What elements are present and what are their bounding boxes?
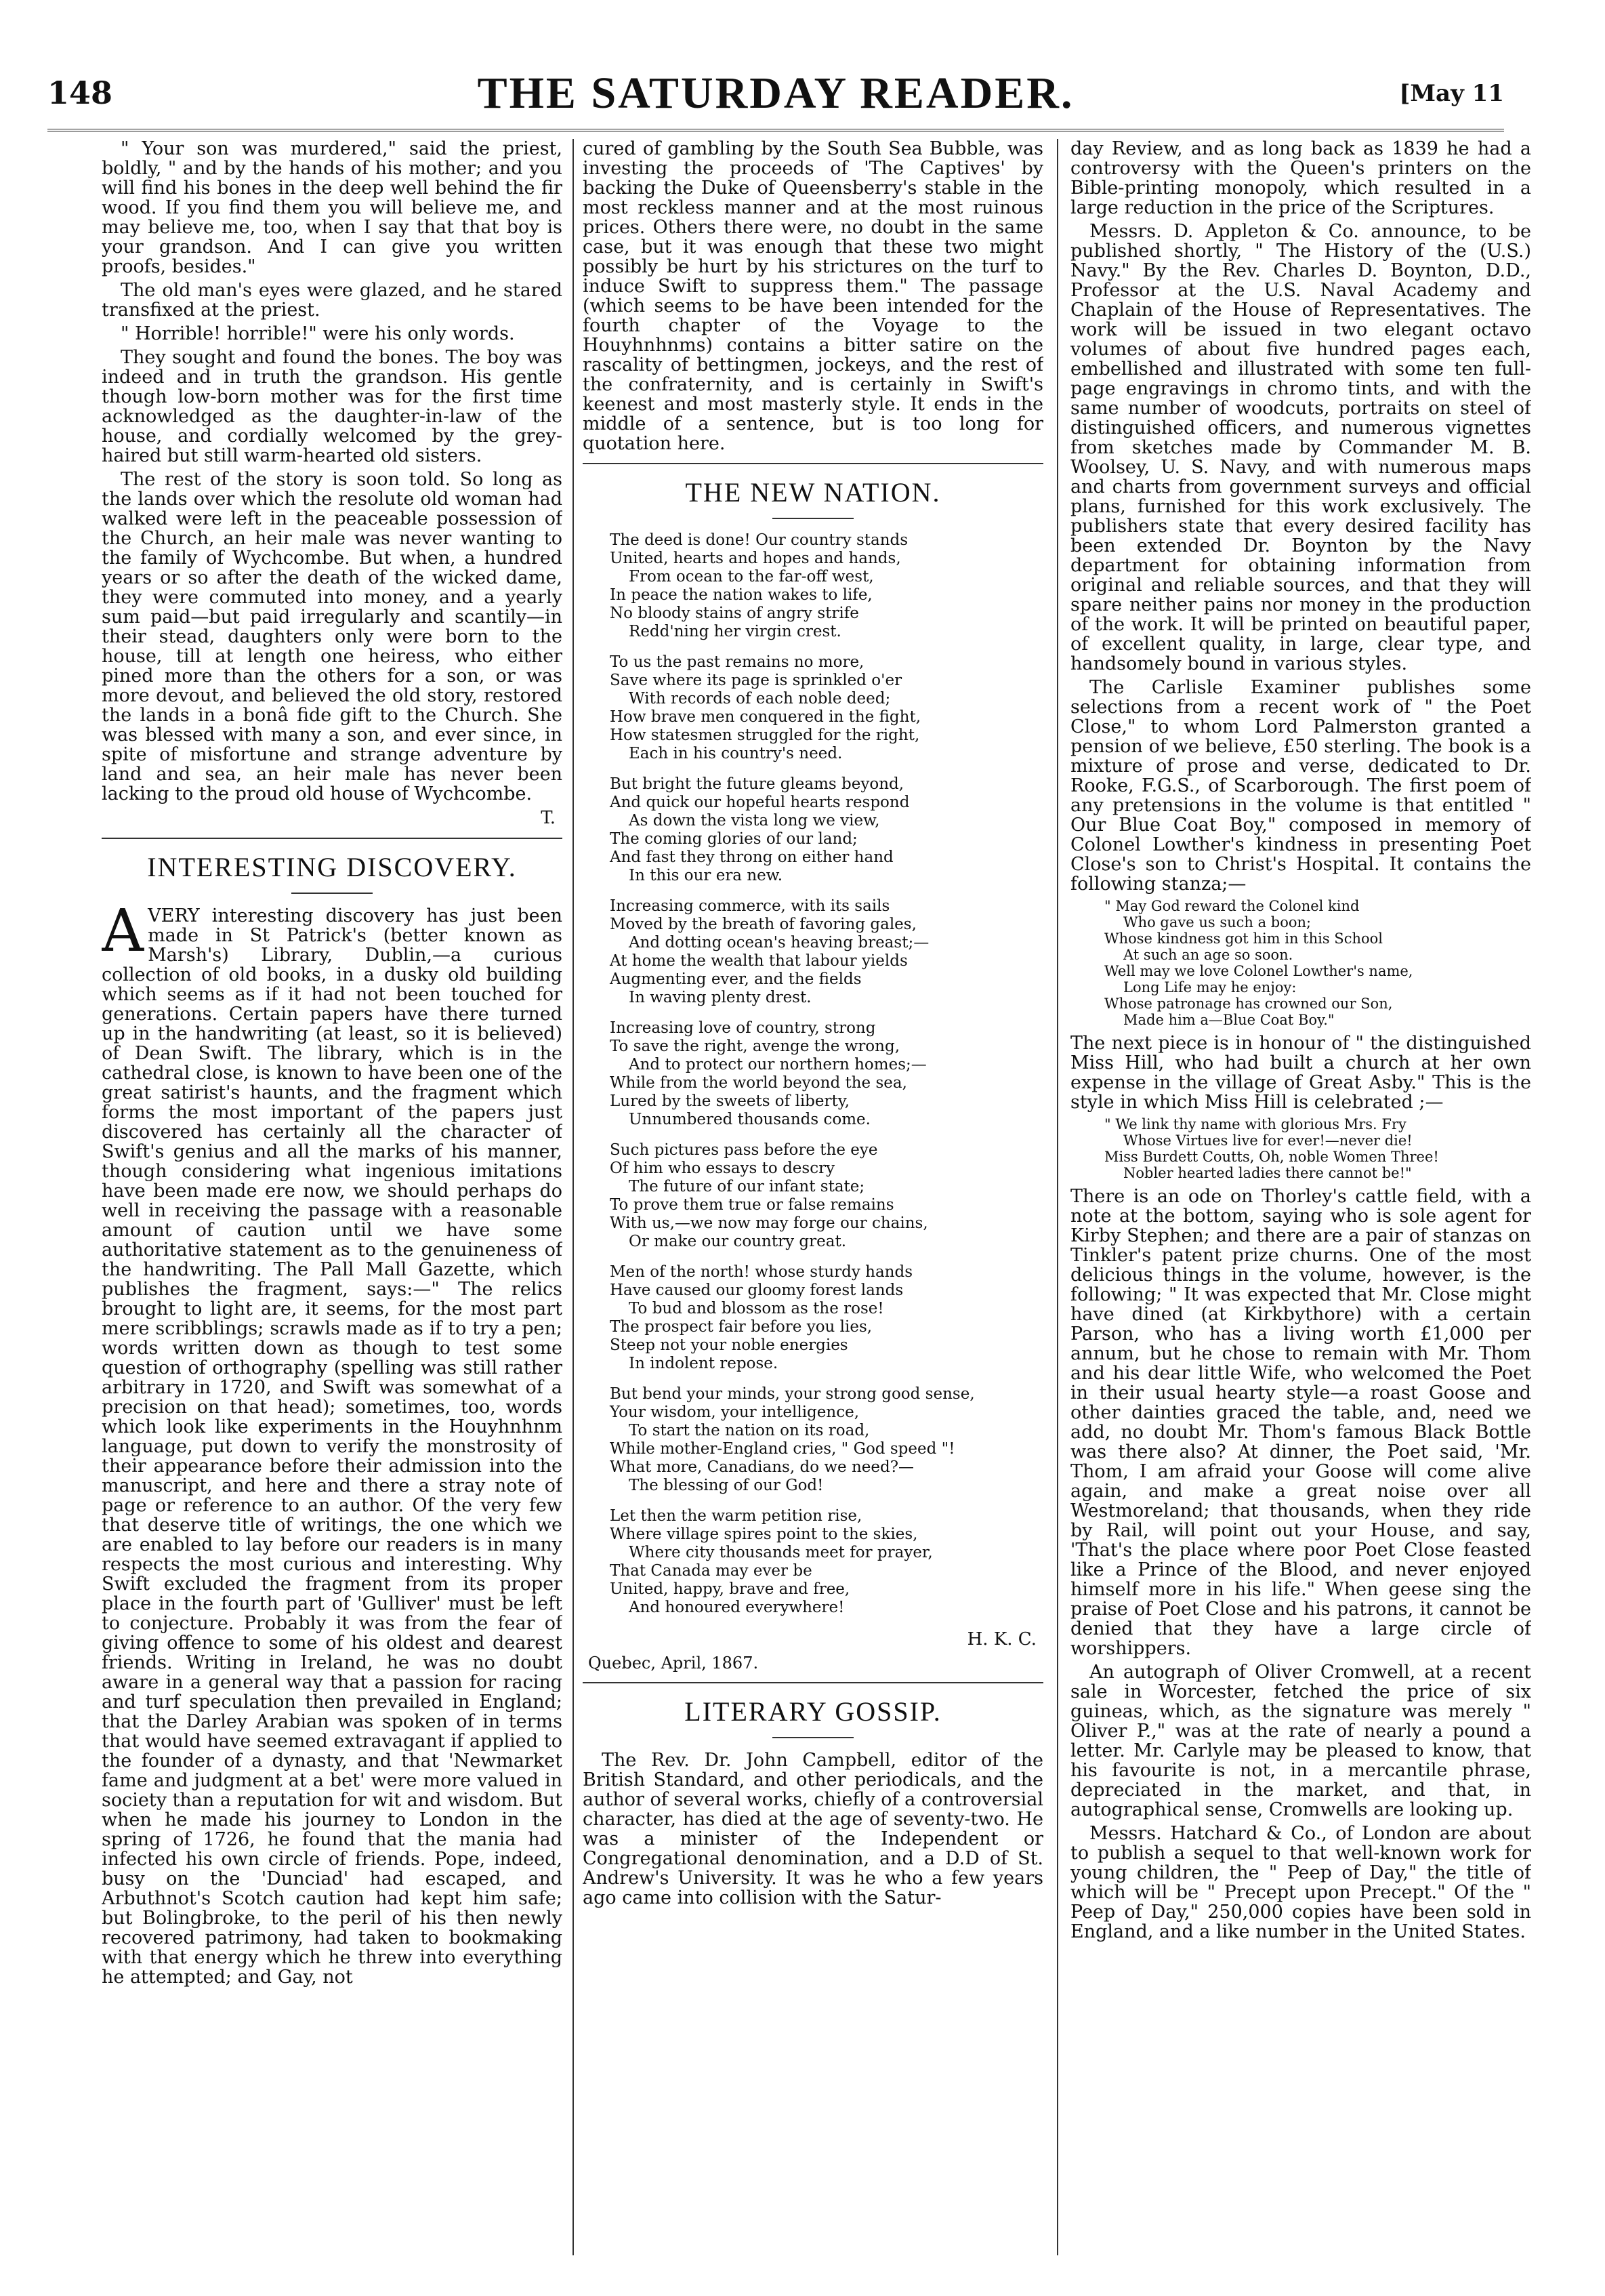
- gossip-paragraph: day Review, and as long back as 1839 he had a controversy with the Queen's printers on the Bible-printing monopoly, which resulted in a large reduction in the price of the Scriptures.: [1070, 139, 1531, 218]
- poem-line: To bud and blossom as the rose!: [629, 1300, 884, 1317]
- poem-line: Increasing love of country, strong: [610, 1019, 876, 1037]
- poem-line: No bloody stains of angry strife: [610, 604, 859, 622]
- poem-line: From ocean to the far-off west,: [629, 568, 874, 586]
- poem-line: Augmenting ever, and the fields: [610, 970, 862, 988]
- poem-line: Such pictures pass before the eye: [610, 1141, 878, 1159]
- poem-line: The coming glories of our land;: [610, 830, 858, 848]
- poem-line: Each in his country's need.: [629, 745, 843, 762]
- poem: [583, 531, 1043, 1617]
- poem-line: To start the nation on its road,: [629, 1422, 870, 1439]
- poem-line: And honoured everywhere!: [629, 1599, 845, 1616]
- article-paragraph: cured of gambling by the South Sea Bubble, was investing the proceeds of 'The Captives' by backing the Duke of Queensberry's stable in the most reckless manner and at the most ruinous prices. Others there were, no doubt in the same case, but it was enough that these two might possibly be hurt by his strictures on the turf to induce Swift to suppress them." The passage (which seems to be have been intended for the fourth chapter of the Voyage to the Houyhnhnms) contains a bitter satire on the rascality of bettingmen, jockeys, and the rest of the confraternity, and is certainly in Swift's keenest and most masterly style. It ends in the middle of a sentence, but is too long for quotation here.: [583, 139, 1043, 454]
- poem-line: Where city thousands meet for prayer,: [629, 1544, 933, 1561]
- poem-line: Increasing commerce, with its sails: [610, 897, 890, 915]
- title-rule: [772, 1737, 854, 1738]
- poem-line: But bright the future gleams beyond,: [610, 775, 904, 793]
- poem-title: THE NEW NATION.: [685, 477, 941, 508]
- poem-line: In peace the nation wakes to life,: [610, 586, 873, 604]
- poem-line: With us,—we now may forge our chains,: [610, 1214, 928, 1232]
- poem-stanza: [610, 1385, 1043, 1495]
- poem-line: United, happy, brave and free,: [610, 1580, 850, 1598]
- poem-line: That Canada may ever be: [610, 1562, 812, 1580]
- poem-stanza: [610, 1507, 1043, 1617]
- story-paragraph: The rest of the story is soon told. So long as the lands over which the resolute old woman had walked were left in the peaceable possession of the Church, an heir male was never wanting to the family of Wychcombe. But when, a hundred years or so after the death of the wicked dame, they were commuted into money, and a yearly sum paid—but paid irregularly and scantily—in their stead, daughters only were born to the house, till at length one heiress, who either pined more than the others for a son, or was more devout, and believed the old story, restored the lands in a bonâ fide gift to the Church. She was blessed with many a son, and ever since, in spite of misfortune and strange adventure by land and sea, an heir male has never been lacking to the proud old house of Wychcombe.: [102, 469, 562, 804]
- poem-line: To us the past remains no more,: [610, 653, 864, 671]
- column-2: [583, 139, 1043, 2276]
- poem-line: Where village spires point to the skies,: [610, 1525, 918, 1543]
- gossip-paragraph: The Carlisle Examiner publishes some selections from a recent work of " the Poet Close," to whom Lord Palmerston granted a pension of we believe, £50 sterling. The book is a mixture of prose and verse, dedicated to Dr. Rooke, F.G.S., of Scarborough. The first poem of any pretensions in the volume is that entitled " Our Blue Coat Boy," composed in memory of Colonel Lowther's kindness in presenting Poet Close's son to Christ's Hospital. It contains the following stanza;—: [1070, 677, 1531, 895]
- poem-line: Your wisdom, your intelligence,: [610, 1403, 859, 1421]
- quote-line: " May God reward the Colonel kind: [1104, 898, 1360, 914]
- page-number: 148: [47, 75, 113, 111]
- poem-line: In waving plenty drest.: [629, 989, 812, 1006]
- column-1: [102, 139, 562, 2276]
- poem-line: At home the wealth that labour yields: [610, 952, 908, 970]
- poem-stanza: [610, 1019, 1043, 1129]
- poem-line: As down the vista long we view,: [629, 812, 880, 829]
- story-paragraph: They sought and found the bones. The boy was indeed and in truth the grandson. His gentle though low-born mother was for the first time acknowledged as the daughter-in-law of the house, and cordially welcomed by the grey-haired but still warm-hearted old sisters.: [102, 347, 562, 466]
- poem-line: To save the right, avenge the wrong,: [610, 1038, 900, 1055]
- page-header: [47, 68, 1504, 129]
- quote-line: Whose kindness got him in this School: [1104, 930, 1383, 947]
- column-rule-2: [1057, 139, 1058, 2255]
- poem-line: United, hearts and hopes and hands,: [610, 550, 901, 567]
- section-divider: [583, 1682, 1043, 1683]
- article-text: VERY interesting discovery has just been made in St Patrick's (better known as Marsh's) Library, Dublin,—a curious collection of old books, in a dusky old building which seems as if it had not been touched for generations. Certain papers have there turned up in the handwriting (at least, so it is believed) of Dean Swift. The library, which is in the cathedral close, is known to have been one of the great satirist's haunts, and the fragment which forms the most important of the papers just discovered has certainly all the character of Swift's genius and all the marks of his manner, though considering what ingenious imitations have been made ere now, we should perhaps do well in receiving the passage with a reasonable amount of caution until we have some authoritative statement as to the genuineness of the handwriting. The Pall Mall Gazette, which publishes the fragment, says:—" The relics brought to light are, it seems, for the most part mere scribblings; scrawls made as if to try a pen; words written down as though to test some question of orthography (spelling was still rather arbitrary in 1720, and Swift was somewhat of a precision on that head); sometimes, too, words which look like experiments in the Houyhnhnm language, put down to verify the monstrosity of their appearance before their admission into the manuscript, and here and there a stray note of page or reference to an author. Of the very few that deserve title of writings, the one which we are enabled to lay before our readers is in many respects the most curious and interesting. Why Swift excluded the fragment from its proper place in the fourth part of 'Gulliver' must be left to conjecture. Probably it was from the fear of giving offence to some of his oldest and dearest friends. Writing in Ireland, he was no doubt aware in a general way that a passion for racing and turf speculation then prevailed in England; that the Darley Arabian was spoken of in terms that would have seemed extravagant if applied to the founder of a dynasty, and that 'Newmarket fame and judgment at a bet' were more valued in society than a reputation for wit and wisdom. But when he made his journey to London in the spring of 1726, he found that the mania had infected his own circle of friends. Pope, indeed, busy on the 'Dunciad' had escaped, and Arbuthnot's Scotch caution had kept him safe; but Bolingbroke, to the peril of his then newly recovered patrimony, had taken to bookmaking with that energy which he threw into everything he attempted; and Gay, not: [102, 905, 562, 1988]
- poem-line: While mother-England cries, " God speed "!: [610, 1440, 955, 1458]
- quote-line: Whose Virtues live for ever!—never die!: [1123, 1132, 1413, 1149]
- masthead: THE SATURDAY READER.: [477, 68, 1075, 118]
- poem-stanza: [610, 1263, 1043, 1373]
- poem-line: To prove them true or false remains: [610, 1196, 894, 1214]
- poem-line: And fast they throng on either hand: [610, 848, 894, 866]
- poem-line: Save where its page is sprinkled o'er: [610, 672, 902, 689]
- poem-line: But bend your minds, your strong good sense,: [610, 1385, 975, 1403]
- poem-line: In this our era new.: [629, 867, 783, 884]
- poem-line: Of him who essays to descry: [610, 1160, 835, 1177]
- poem-line: With records of each noble deed;: [629, 690, 891, 708]
- quote-line: At such an age so soon.: [1123, 947, 1293, 963]
- gossip-paragraph: Messrs. Hatchard & Co., of London are about to publish a sequel to that well-known work for young children, the " Peep of Day," the title of which will be " Precept upon Precept." Of the " Peep of Day," 250,000 copies have been sold in England, and a like number in the United States.: [1070, 1823, 1531, 1942]
- poem-line: Redd'ning her virgin crest.: [629, 623, 841, 640]
- title-rule: [772, 518, 854, 519]
- poem-line: Or make our country great.: [629, 1233, 847, 1250]
- poem-line: What more, Canadians, do we need?—: [610, 1458, 915, 1476]
- section-divider: [102, 838, 562, 839]
- gossip-paragraph: Messrs. D. Appleton & Co. announce, to be published shortly, " The History of the (U.S.) Navy." By the Rev. Charles D. Boynton, D.D., Professor at the U.S. Naval Academy and Chaplain of the House of Representatives. The work will be issued in two elegant octavo volumes of about five hundred pages each, embellished and illustrated with some ten full-page engravings in chromo tints, and with the same number of woodcuts, portraits on steel of distinguished officers, and numerous vignettes from sketches made by Commander M. B. Woolsey, U. S. Navy, and with numerous maps and charts from government surveys and official plans, furnished for this work exclusively. The publishers state that every desired facility has been extended Dr. Boynton by the Navy department for obtaining information from original and reliable sources, and that they will spare neither pains nor money in the production of the work. It will be printed on beautiful paper, of excellent quality, in large, clear type, and handsomely bound in various styles.: [1070, 221, 1531, 674]
- poem-line: Steep not your noble energies: [610, 1336, 848, 1354]
- quote-line: Long Life may he enjoy:: [1123, 979, 1297, 996]
- poem-line: Men of the north! whose sturdy hands: [610, 1263, 913, 1281]
- section-divider: [583, 463, 1043, 464]
- quote-line: Who gave us such a boon;: [1123, 914, 1312, 930]
- column-rule-1: [572, 139, 574, 2255]
- quote-line: Nobler hearted ladies there cannot be!": [1123, 1165, 1412, 1181]
- poem-line: And dotting ocean's heaving breast;—: [629, 934, 930, 951]
- poem-signature: H. K. C.: [967, 1629, 1037, 1649]
- section-title-interesting-discovery: INTERESTING DISCOVERY.: [147, 852, 517, 882]
- poem-line: The prospect fair before you lies,: [610, 1318, 873, 1336]
- poem-stanza: [610, 1141, 1043, 1251]
- quote-line: " We link thy name with glorious Mrs. Fry: [1104, 1116, 1406, 1132]
- gossip-paragraph: The Rev. Dr. John Campbell, editor of the British Standard, and other periodicals, and the author of several works, chiefly of a controversial character, has died at the age of seventy-two. He was a minister of the Independent or Congregational denomination, and a D.D of St. Andrew's University. It was he who a few years ago came into collision with the Satur-: [583, 1750, 1043, 1908]
- poem-line: While from the world beyond the sea,: [610, 1074, 907, 1092]
- quote-line: Whose patronage has crowned our Son,: [1104, 996, 1393, 1012]
- gossip-paragraph: The next piece is in honour of " the distinguished Miss Hill, who had built a church at her own expense in the village of Great Asby." This is the style in which Miss Hill is celebrated ;—: [1070, 1033, 1531, 1113]
- poem-line: And quick our hopeful hearts respond: [610, 794, 910, 811]
- title-rule: [291, 893, 373, 894]
- poem-line: Let then the warm petition rise,: [610, 1507, 862, 1525]
- poem-line: In indolent repose.: [629, 1355, 778, 1372]
- quoted-stanza: [1104, 1116, 1531, 1181]
- poem-line: The future of our infant state;: [629, 1178, 865, 1195]
- poem-line: Have caused our gloomy forest lands: [610, 1282, 904, 1299]
- gossip-paragraph: There is an ode on Thorley's cattle field, with a note at the bottom, saying who is sole agent for Kirby Stephen; and there are a pair of stanzas on Tinkler's patent prize churns. One of the most delicious things in the volume, however, is the following; " It was expected that Mr. Close might have dined (at Kirkbythore) with a certain Parson, who has a living worth £1,000 per annum, but he chose to remain with Mr. Thom and his dear little Wife, who welcomed the Poet in their usual hearty style—a roast Goose and other dainties graced the table, and, need we add, no doubt Mr. Thom's famous Black Bottle was there also? At dinner, the Poet said, 'Mr. Thom, I am afraid your Goose will come alive again, and make a great noise over all Westmoreland; that thousands, when they ride by Rail, will point out your House, and say, 'That's the place where poor Poet Close feasted like a Prince of the Blood, and never enjoyed himself more in his life." When geese sing the praise of Poet Close and his patrons, it cannot be denied that they have a large circle of worshippers.: [1070, 1186, 1531, 1659]
- poem-line: The deed is done! Our country stands: [610, 531, 909, 549]
- header-rule: [47, 129, 1504, 131]
- quoted-stanza: [1104, 898, 1531, 1028]
- poem-stanza: [610, 531, 1043, 641]
- poem-line: Unnumbered thousands come.: [629, 1111, 871, 1128]
- drop-cap: A: [102, 897, 144, 965]
- column-3: [1070, 139, 1531, 2276]
- poem-line: How statesmen struggled for the right,: [610, 726, 920, 744]
- article-paragraph: [102, 897, 562, 1988]
- quote-line: Miss Burdett Coutts, Oh, noble Women Three!: [1104, 1149, 1439, 1165]
- quote-line: Made him a—Blue Coat Boy.": [1123, 1012, 1335, 1028]
- story-paragraph: " Your son was murdered," said the priest, boldly, " and by the hands of his mother; and you will find his bones in the deep well behind the fir wood. If you find them you will believe me, and may believe me, too, when I say that that boy is your grandson. And I can give you written proofs, besides.": [102, 139, 562, 277]
- poem-line: The blessing of our God!: [629, 1477, 824, 1494]
- issue-date: [May 11: [1399, 80, 1504, 107]
- poem-stanza: [610, 775, 1043, 885]
- poem-stanza: [610, 897, 1043, 1007]
- poem-line: Lured by the sweets of liberty,: [610, 1092, 850, 1110]
- story-signature: T.: [541, 808, 556, 828]
- poem-stanza: [610, 653, 1043, 763]
- poem-line: Moved by the breath of favoring gales,: [610, 916, 917, 933]
- poem-line: And to protect our northern homes;—: [629, 1056, 927, 1073]
- poem-place: Quebec, April, 1867.: [588, 1654, 759, 1673]
- quote-line: Well may we love Colonel Lowther's name,: [1104, 963, 1413, 979]
- gossip-paragraph: An autograph of Oliver Cromwell, at a recent sale in Worcester, fetched the price of six guineas, which, as the signature was merely " Oliver P.," was at the rate of nearly a pound a letter. Mr. Carlyle may be pleased to know, that his favourite is not, in a mercantile phrase, depreciated in the market, and that, in autographical sense, Cromwells are looking up.: [1070, 1662, 1531, 1820]
- poem-line: How brave men conquered in the fight,: [610, 708, 921, 726]
- story-paragraph: " Horrible! horrible!" were his only words.: [121, 323, 515, 344]
- section-title-literary-gossip: LITERARY GOSSIP.: [684, 1696, 942, 1727]
- story-paragraph: The old man's eyes were glazed, and he stared transfixed at the priest.: [102, 280, 562, 321]
